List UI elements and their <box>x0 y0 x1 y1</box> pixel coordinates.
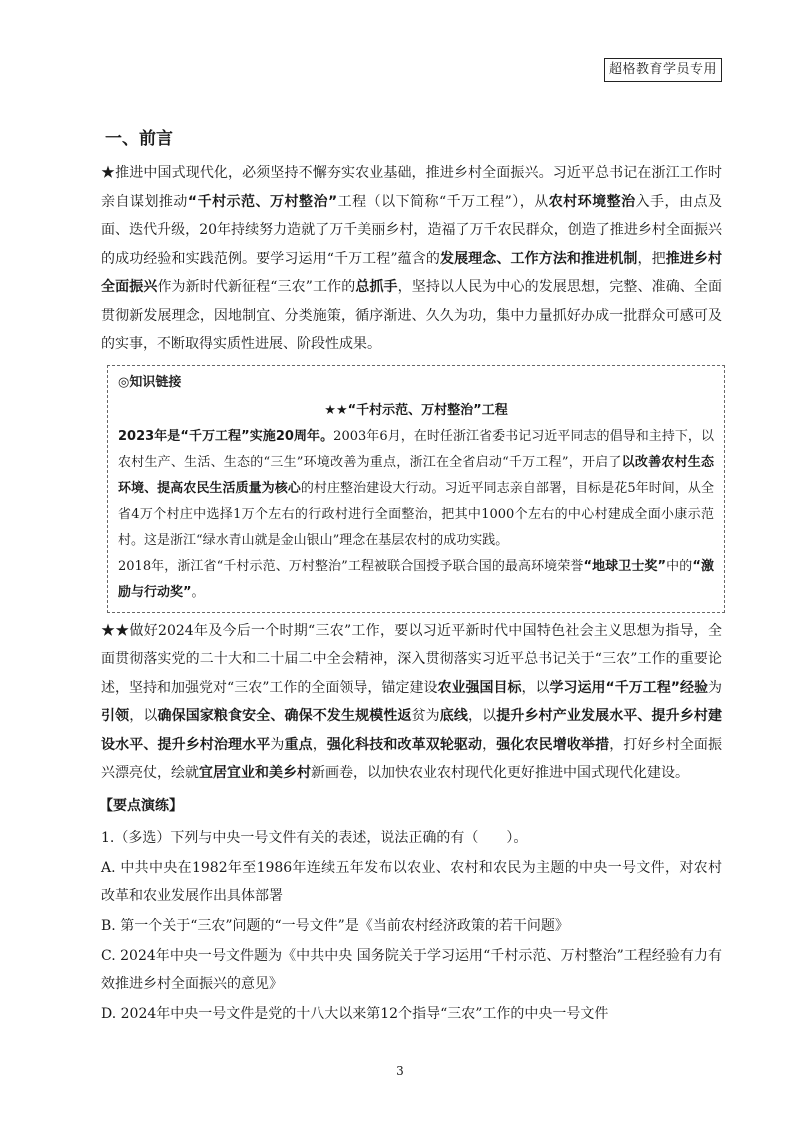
section-title: 一、前言 <box>105 129 173 149</box>
page-number: 3 <box>396 1064 404 1078</box>
header-badge: 超格教育学员专用 <box>604 58 722 82</box>
option-c: C. 2024年中央一号文件题为《中共中央 国务院关于学习运用“千村示范、万村整治”工程经验有力有效推进乡村全面振兴的意见》 <box>101 947 722 992</box>
question-stem: 1.（多选）下列与中央一号文件有关的表述，说法正确的有（ ）。 <box>101 829 528 846</box>
knowledge-paragraph-1: 2023年是“千万工程”实施20周年。2003年6月，在时任浙江省委书记习近平同志的倡导和主持下，以农村生产、生活、生态的“三生”环境改善为重点，浙江在全省启动“千万工程”，开启了以改善农村生态环境、提高农民生活质量为核心的村庄整治建设大行动。习近平同志亲自部署，目标是花5年时间，从全省4万个村庄中选择1万个左右的行政村进行全面整治，把其中1000个左右的中心村建成全面小康示范村。这是浙江“绿水青山就是金山银山”理念在基层农村的成功实践。 <box>118 428 714 548</box>
intro-paragraph: ★推进中国式现代化，必须坚持不懈夯实农业基础，推进乡村全面振兴。习近平总书记在浙江工作时亲自谋划推动“千村示范、万村整治”工程（以下简称“千万工程”），从农村环境整治入手，由点及面、迭代升级，20年持续努力造就了万千美丽乡村，造福了万千农民群众，创造了推进乡村全面振兴的成功经验和实践范例。要学习运用“千万工程”蕴含的发展理念、工作方法和推进机制，把推进乡村全面振兴作为新时代新征程“三农”工作的总抓手，坚持以人民为中心的发展思想，完整、准确、全面贯彻新发展理念，因地制宜、分类施策，循序渐进、久久为功，集中力量抓好办成一批群众可感可及的实事，不断取得实质性进展、阶段性成果。 <box>101 165 723 352</box>
document-body <box>101 124 722 1028</box>
knowledge-title: ★★“千村示范、万村整治”工程 <box>324 402 508 418</box>
knowledge-box <box>107 365 725 613</box>
knowledge-paragraph-2: 2018年，浙江省“千村示范、万村整治”工程被联合国授予联合国的最高环境荣誉“地球卫士奖”中的“激励与行动奖”。 <box>118 558 714 600</box>
option-d: D. 2024年中央一号文件是党的十八大以来第12个指导“三农”工作的中央一号文件 <box>101 1005 609 1022</box>
option-b: B. 第一个关于“三农”问题的“一号文件”是《当前农村经济政策的若干问题》 <box>101 917 569 934</box>
knowledge-label: ◎知识链接 <box>118 374 182 390</box>
option-a: A. 中共中央在1982年至1986年连续五年发布以农业、农村和农民为主题的中央一号文件，对农村改革和农业发展作出具体部署 <box>101 859 722 904</box>
drill-title: 【要点演练】 <box>99 797 183 814</box>
policy-paragraph: ★★做好2024年及今后一个时期“三农”工作，要以习近平新时代中国特色社会主义思想为指导，全面贯彻落实党的二十大和二十届二中全会精神，深入贯彻落实习近平总书记关于“三农”工作的重要论述，坚持和加强党对“三农”工作的全面领导，锚定建设农业强国目标，以学习运用“千万工程”经验为引领，以确保国家粮食安全、确保不发生规模性返贫为底线，以提升乡村产业发展水平、提升乡村建设水平、提升乡村治理水平为重点，强化科技和改革双轮驱动，强化农民增收举措，打好乡村全面振兴漂亮仗，绘就宜居宜业和美乡村新画卷，以加快农业农村现代化更好推进中国式现代化建设。 <box>101 622 723 781</box>
